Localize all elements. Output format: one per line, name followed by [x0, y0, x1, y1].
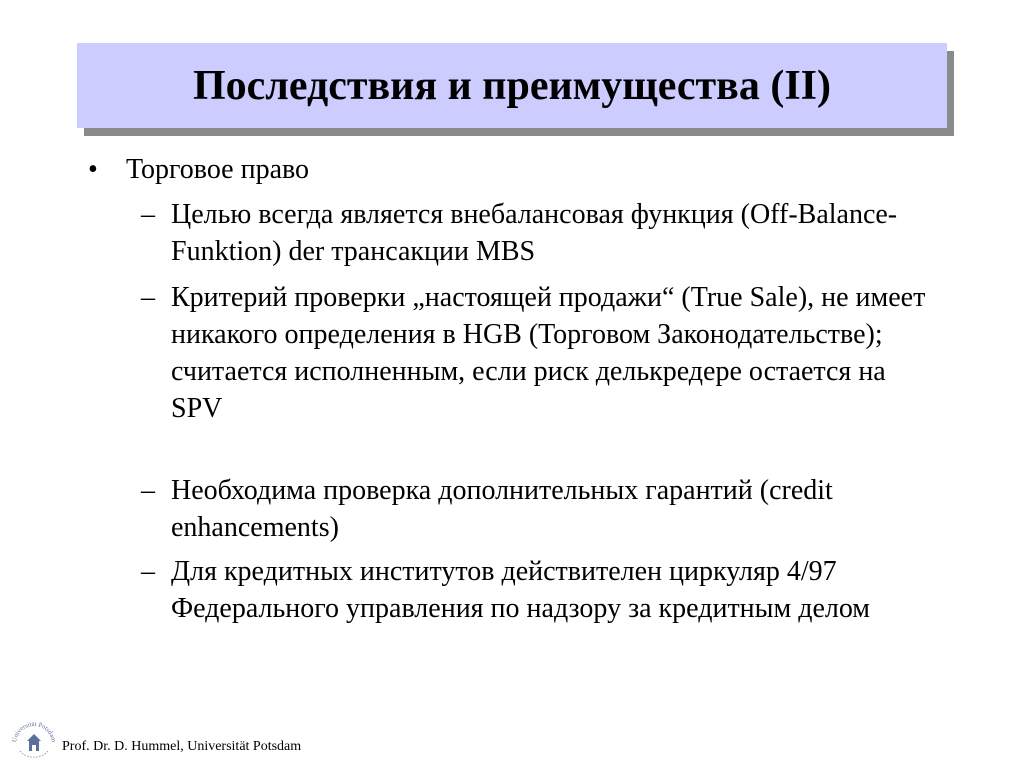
- dash-symbol: –: [141, 475, 155, 506]
- sub-bullet-text: Критерий проверки „настоящей продажи“ (True Sale), не имеет никакого определения в HGB (Торговом Законодательстве); считается исполненным, если риск делькредере остается на SPV: [171, 282, 926, 424]
- sub-bullet-item: [141, 472, 931, 546]
- logo-text: Universität Potsdam: [11, 720, 57, 743]
- sub-bullet-item: [141, 553, 931, 627]
- bullet-symbol: •: [88, 154, 98, 185]
- sub-bullet-item: [141, 279, 931, 427]
- sub-bullet-text: Необходима проверка дополнительных гарантий (credit enhancements): [171, 475, 833, 543]
- footer-text: Prof. Dr. D. Hummel, Universität Potsdam: [62, 739, 302, 754]
- dash-symbol: –: [141, 556, 155, 587]
- sub-bullet-text: Целью всегда является внебалансовая функция (Off-Balance-Funktion) der трансакции MBS: [171, 199, 898, 267]
- dash-symbol: –: [141, 282, 155, 313]
- bullet-item-main: [88, 151, 309, 188]
- dash-symbol: –: [141, 199, 155, 230]
- sub-bullet-text: Для кредитных институтов действителен циркуляр 4/97 Федерального управления по надзору за кредитным делом: [171, 556, 871, 624]
- slide-title: Последствия и преимущества (II): [192, 62, 832, 109]
- bullet-text: Торговое право: [126, 154, 310, 185]
- university-seal-icon: [9, 717, 59, 763]
- title-box: [77, 43, 947, 128]
- sub-bullet-item: [141, 196, 931, 270]
